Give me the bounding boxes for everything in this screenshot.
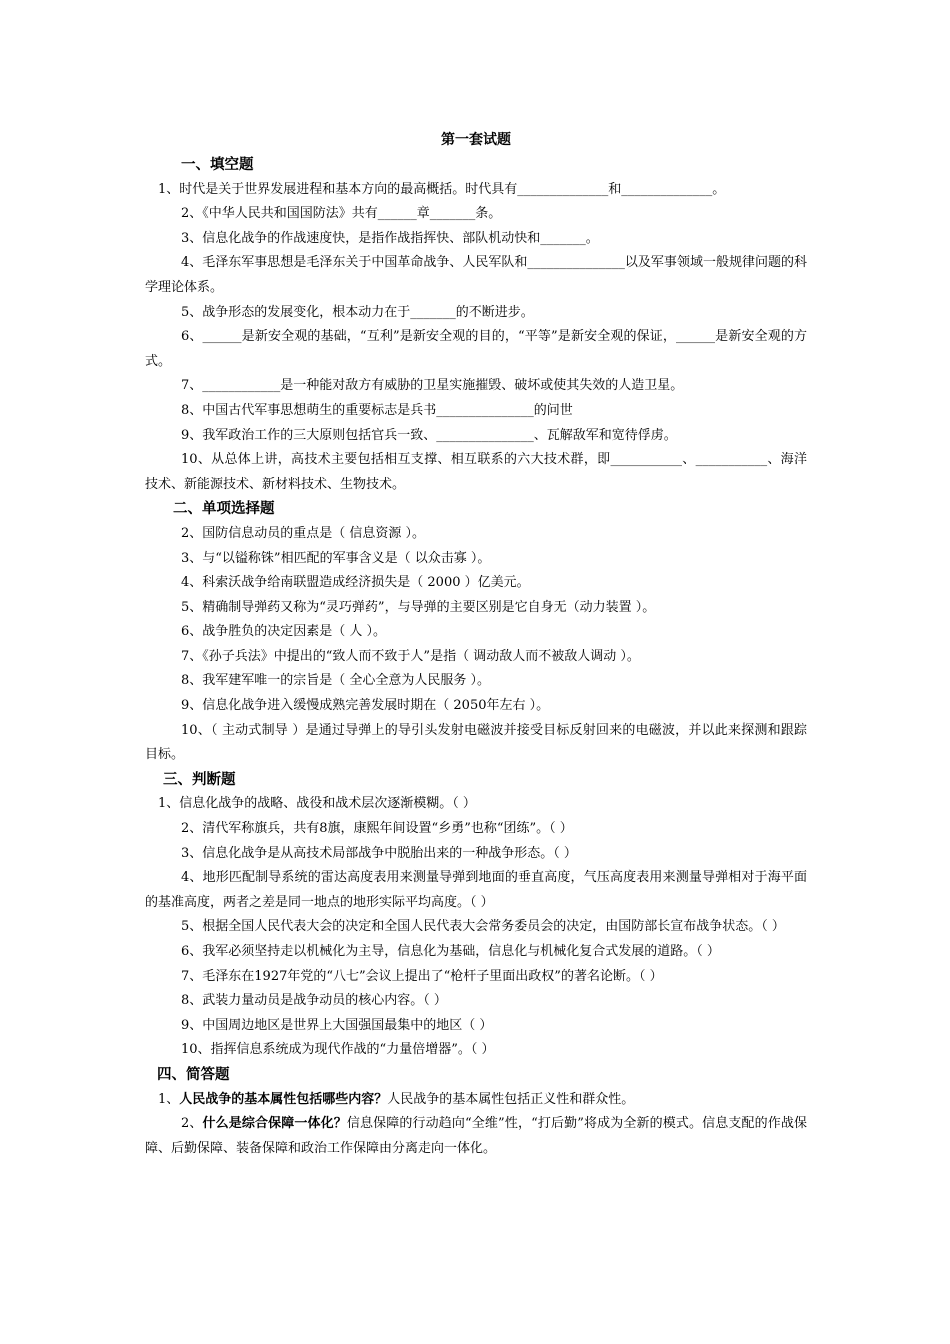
judge-question-10: 10、指挥信息系统成为现代作战的“力量倍增器”。（ ） <box>181 1042 495 1058</box>
choice-question-9: 9、信息化战争进入缓慢成熟完善发展时期在（ 2050年左右 ）。 <box>181 698 550 714</box>
judge-question-1: 1、信息化战争的战略、战役和战术层次逐渐模糊。（ ） <box>158 796 476 812</box>
judge-question-6: 6、我军必须坚持走以机械化为主导，信息化为基础，信息化与机械化复合式发展的道路。（ ） <box>181 944 720 959</box>
short-answer-text: 人民战争的基本属性包括正义性和群众性。 <box>387 1091 635 1107</box>
choice-question-2: 2、国防信息动员的重点是（ 信息资源 ）。 <box>181 525 426 541</box>
short-answer-2 <box>145 1112 807 1161</box>
fill-question-6: 6、______是新安全观的基础，“互利”是新安全观的目的，“平等”是新安全观的保证，______是新安全观的方式。 <box>145 329 807 369</box>
section-heading-true-false: 三、判断题 <box>163 770 236 788</box>
fill-question-1: 1、时代是关于世界发展进程和基本方向的最高概括。时代具有______________和______________。 <box>158 181 726 197</box>
short-answer-number: 2、 <box>181 1116 203 1132</box>
choice-question-5: 5、精确制导弹药又称为“灵巧弹药”，与导弹的主要区别是它自身无（动力装置 ）。 <box>181 599 656 615</box>
judge-question-7: 7、毛泽东在1927年党的“八七”会议上提出了“枪杆子里面出政权”的著名论断。（ ） <box>181 968 663 984</box>
document-page <box>145 127 807 1161</box>
choice-question-8: 8、我军建军唯一的宗旨是（ 全心全意为人民服务 ）。 <box>181 673 491 689</box>
judge-question-3: 3、信息化战争是从高技术局部战争中脱胎出来的一种战争形态。（ ） <box>181 845 577 861</box>
short-answer-text: 信息保障的行动趋向“全维”性，“打后勤”将成为全新的模式。信息支配的作战保障、后勤保障、装备保障和政治工作保障由分离走向一体化。 <box>145 1116 807 1156</box>
fill-question-10: 10、从总体上讲，高技术主要包括相互支撑、相互联系的六大技术群，即___________、___________、海洋技术、新能源技术、新材料技术、生物技术。 <box>145 452 807 492</box>
choice-question-10: 10、（ 主动式制导 ）是通过导弹上的导引头发射电磁波并接受目标反射回来的电磁波，并以此来探测和跟踪目标。 <box>145 722 807 763</box>
short-answer-question: 什么是综合保障一体化？ <box>202 1116 347 1132</box>
short-answer-1 <box>145 1088 807 1113</box>
fill-question-2: 2、《中华人民共和国国防法》共有______章_______条。 <box>181 206 502 222</box>
fill-question-7: 7、____________是一种能对敌方有威胁的卫星实施摧毁、破坏或使其失效的人造卫星。 <box>181 378 684 394</box>
judge-question-4: 4、地形匹配制导系统的雷达高度表用来测量导弹到地面的垂直高度，气压高度表用来测量导弹相对于海平面的基准高度，两者之差是同一地点的地形实际平均高度。（ ） <box>145 870 807 910</box>
short-answer-question: 人民战争的基本属性包括哪些内容？ <box>179 1091 388 1107</box>
judge-question-5: 5、根据全国人民代表大会的决定和全国人民代表大会常务委员会的决定，由国防部长宣布战争状态。（ ） <box>181 919 785 935</box>
document-title: 第一套试题 <box>441 132 511 148</box>
fill-question-5: 5、战争形态的发展变化，根本动力在于_______的不断进步。 <box>181 304 534 320</box>
section-heading-single-choice: 二、单项选择题 <box>173 500 275 518</box>
judge-question-9: 9、中国周边地区是世界上大国强国最集中的地区（ ） <box>181 1017 493 1033</box>
short-answer-number: 1、 <box>158 1091 180 1107</box>
choice-question-7: 7、《孙子兵法》中提出的“致人而不致于人”是指（ 调动敌人而不被敌人调动 ）。 <box>181 648 640 664</box>
fill-question-4: 4、毛泽东军事思想是毛泽东关于中国革命战争、人民军队和_______________以及军事领域一般规律问题的科学理论体系。 <box>145 255 807 295</box>
fill-question-8: 8、中国古代军事思想萌生的重要标志是兵书_______________的问世 <box>181 402 573 418</box>
judge-question-2: 2、清代军称旗兵，共有8旗，康熙年间设置“乡勇”也称“团练”。（ ） <box>181 821 573 837</box>
judge-question-8: 8、武装力量动员是战争动员的核心内容。（ ） <box>181 993 447 1009</box>
fill-question-3: 3、信息化战争的作战速度快，是指作战指挥快、部队机动快和_______。 <box>181 230 599 246</box>
choice-question-4: 4、科索沃战争给南联盟造成经济损失是（ 2000 ）亿美元。 <box>181 575 530 591</box>
fill-question-9: 9、我军政治工作的三大原则包括官兵一致、_______________、瓦解敌军和宽待俘虏。 <box>181 427 677 443</box>
choice-question-3: 3、与“以镒称铢”相匹配的军事含义是（ 以众击寡 ）。 <box>181 550 491 566</box>
section-heading-fill-in: 一、填空题 <box>181 156 254 173</box>
section-heading-short-answer: 四、简答题 <box>157 1065 230 1083</box>
choice-question-6: 6、战争胜负的决定因素是（ 人 ）。 <box>181 624 387 640</box>
